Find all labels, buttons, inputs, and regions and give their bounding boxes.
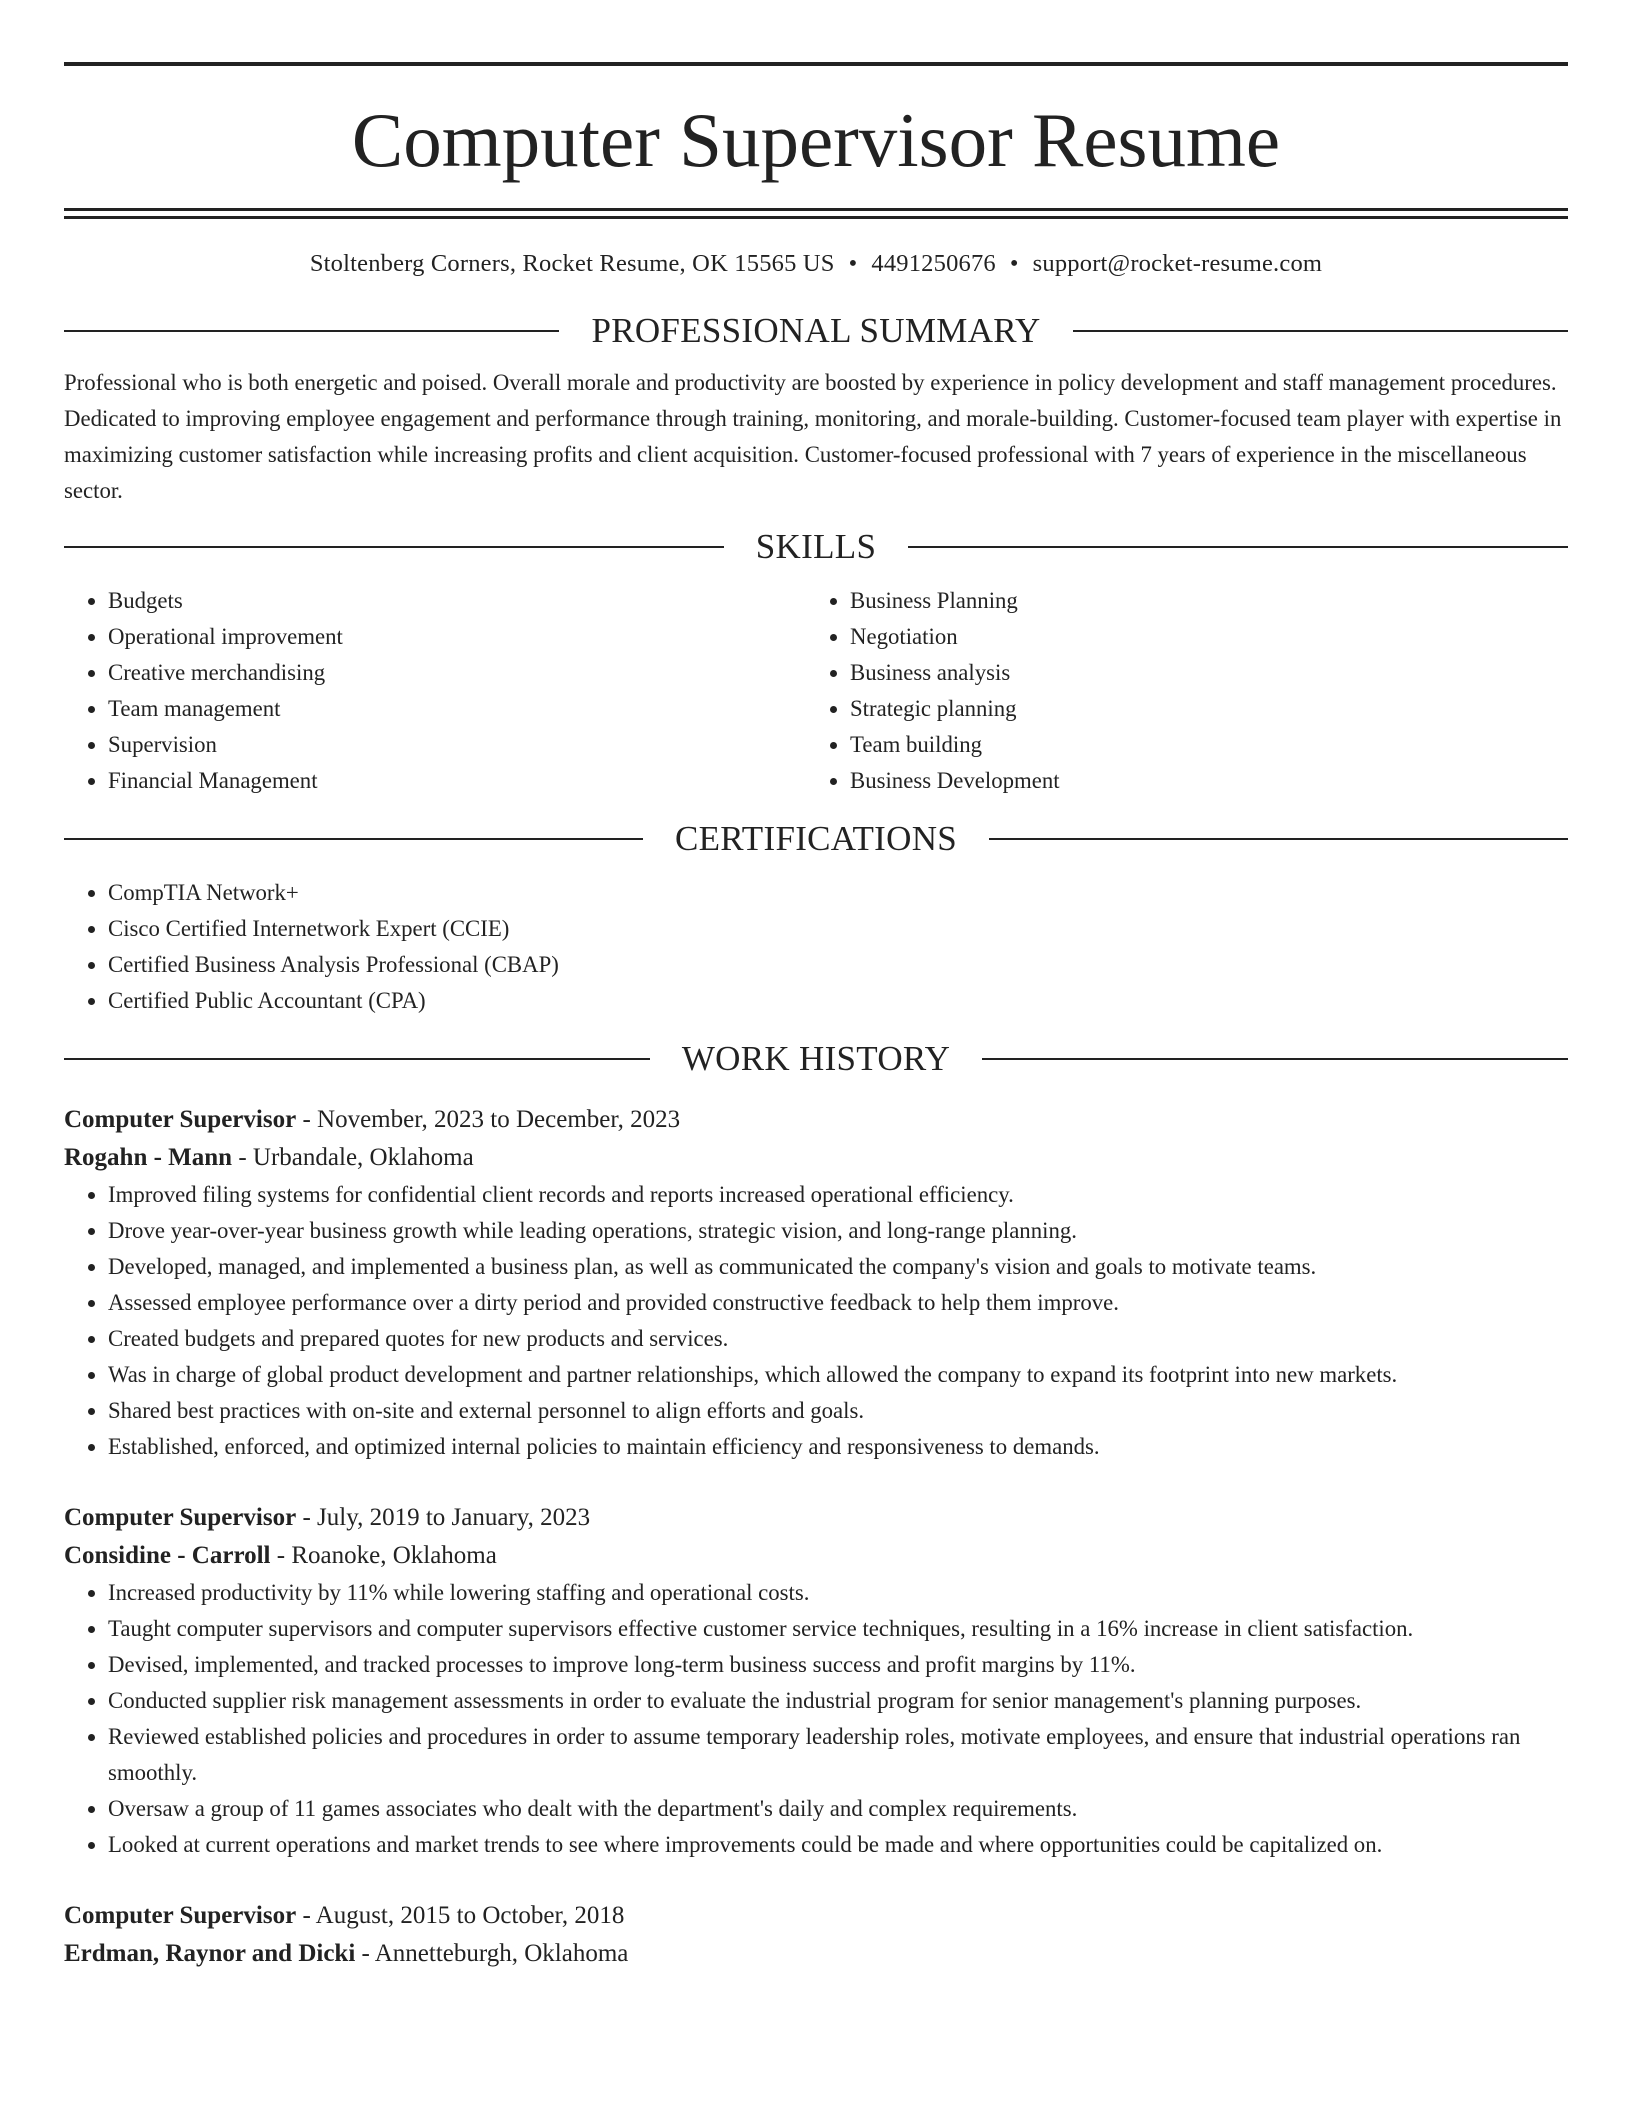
work-history-list xyxy=(64,1101,1568,1973)
skill-item: • Team building xyxy=(850,727,1548,763)
divider-line xyxy=(1073,330,1568,332)
job-dates: August, 2015 to October, 2018 xyxy=(315,1902,625,1929)
divider-line xyxy=(64,1058,650,1060)
section-header-work-history xyxy=(64,1039,1568,1079)
skill-item: • Negotiation xyxy=(850,619,1548,655)
top-rule xyxy=(64,62,1568,66)
skill-item: • Business analysis xyxy=(850,655,1548,691)
contact-separator: • xyxy=(848,250,858,277)
certification-item: • CompTIA Network+ xyxy=(108,875,1568,911)
job-title-line: Computer Supervisor - August, 2015 to October, 2018 xyxy=(64,1902,625,1929)
job-bullet: • Increased productivity by 11% while lowering staffing and operational costs. xyxy=(108,1575,1568,1611)
contact-phone: 4491250676 xyxy=(871,250,996,277)
skill-item: • Operational improvement xyxy=(108,619,806,655)
skills-list-right xyxy=(806,583,1548,799)
job-bullet: • Shared best practices with on-site and external personnel to align efforts and goals. xyxy=(108,1393,1568,1429)
skills-list xyxy=(64,583,1568,799)
divider-line xyxy=(982,1058,1568,1060)
certification-item: • Certified Business Analysis Professional (CBAP) xyxy=(108,947,1568,983)
title-double-rule xyxy=(64,208,1568,219)
skills-column-right xyxy=(806,583,1548,799)
job-bullet: • Oversaw a group of 11 games associates who dealt with the department's daily and complex requirements. xyxy=(108,1791,1568,1827)
job-bullet-list xyxy=(64,1177,1568,1465)
page-title: Computer Supervisor Resume xyxy=(351,97,1281,183)
section-header-skills xyxy=(64,527,1568,567)
job-company: Rogahn - Mann xyxy=(64,1144,233,1171)
skill-item: • Budgets xyxy=(108,583,806,619)
contact-line xyxy=(64,249,1568,279)
job-company-line: Rogahn - Mann - Urbandale, Oklahoma xyxy=(64,1144,474,1171)
job-entry xyxy=(64,1499,1568,1863)
job-bullet: • Was in charge of global product development and partner relationships, which allowed the company to expand its footprint into new markets. xyxy=(108,1357,1568,1393)
job-location: Urbandale, Oklahoma xyxy=(252,1144,474,1171)
section-title-skills: SKILLS xyxy=(755,527,877,566)
skill-item: • Team management xyxy=(108,691,806,727)
section-title-work-history: WORK HISTORY xyxy=(681,1039,951,1078)
summary-paragraph: Professional who is both energetic and poised. Overall morale and productivity are boosted by experience in policy development and staff management procedures. Dedicated to improving employee engagement and performance through training, monitoring, and morale-building. Customer-focused team player with expertise in maximizing customer satisfaction while increasing profits and client acquisition. Customer-focused professional with 7 years of experience in the miscellaneous sector. xyxy=(64,370,1562,503)
section-title-summary: PROFESSIONAL SUMMARY xyxy=(591,311,1041,350)
job-location: Roanoke, Oklahoma xyxy=(291,1542,497,1569)
certification-item: • Cisco Certified Internetwork Expert (CCIE) xyxy=(108,911,1568,947)
skill-item: • Financial Management xyxy=(108,763,806,799)
certification-item: • Certified Public Accountant (CPA) xyxy=(108,983,1568,1019)
job-company-line: Considine - Carroll - Roanoke, Oklahoma xyxy=(64,1542,497,1569)
job-bullet: • Developed, managed, and implemented a business plan, as well as communicated the company's vision and goals to motivate teams. xyxy=(108,1249,1568,1285)
divider-line xyxy=(989,838,1568,840)
divider-line xyxy=(64,546,724,548)
section-header-certifications xyxy=(64,819,1568,859)
section-title-certifications: CERTIFICATIONS xyxy=(674,819,958,858)
job-bullet: • Devised, implemented, and tracked processes to improve long-term business success and profit margins by 11%. xyxy=(108,1647,1568,1683)
contact-email[interactable]: support@rocket-resume.com xyxy=(1032,250,1323,277)
job-title: Computer Supervisor xyxy=(64,1902,297,1929)
job-company: Erdman, Raynor and Dicki xyxy=(64,1940,356,1967)
skill-item: • Supervision xyxy=(108,727,806,763)
job-entry xyxy=(64,1897,1568,1973)
section-header-summary xyxy=(64,311,1568,351)
job-dates: November, 2023 to December, 2023 xyxy=(317,1106,681,1133)
job-bullet: • Reviewed established policies and procedures in order to assume temporary leadership roles, motivate employees, and ensure that industrial operations ran smoothly. xyxy=(108,1719,1568,1791)
job-bullet: • Conducted supplier risk management assessments in order to evaluate the industrial program for senior management's planning purposes. xyxy=(108,1683,1568,1719)
job-title-line: Computer Supervisor - July, 2019 to January, 2023 xyxy=(64,1504,591,1531)
skills-list-left xyxy=(64,583,806,799)
job-company: Considine - Carroll xyxy=(64,1542,271,1569)
skill-item: • Creative merchandising xyxy=(108,655,806,691)
job-bullet: • Drove year-over-year business growth while leading operations, strategic vision, and long-range planning. xyxy=(108,1213,1568,1249)
job-bullet: • Created budgets and prepared quotes for new products and services. xyxy=(108,1321,1568,1357)
job-title-line: Computer Supervisor - November, 2023 to December, 2023 xyxy=(64,1106,681,1133)
job-bullet: • Taught computer supervisors and computer supervisors effective customer service techniques, resulting in a 16% increase in client satisfaction. xyxy=(108,1611,1568,1647)
certifications-list xyxy=(64,875,1568,1019)
job-entry xyxy=(64,1101,1568,1465)
divider-line xyxy=(64,330,559,332)
job-bullet: • Assessed employee performance over a dirty period and provided constructive feedback to help them improve. xyxy=(108,1285,1568,1321)
job-bullet-list xyxy=(64,1575,1568,1863)
job-bullet: • Established, enforced, and optimized internal policies to maintain efficiency and responsiveness to demands. xyxy=(108,1429,1568,1465)
job-title: Computer Supervisor xyxy=(64,1106,297,1133)
divider-line xyxy=(64,838,643,840)
job-bullet: • Improved filing systems for confidential client records and reports increased operational efficiency. xyxy=(108,1177,1568,1213)
job-bullet: • Looked at current operations and market trends to see where improvements could be made and where opportunities could be capitalized on. xyxy=(108,1827,1568,1863)
job-company-line: Erdman, Raynor and Dicki - Annetteburgh, Oklahoma xyxy=(64,1940,629,1967)
skill-item: • Business Development xyxy=(850,763,1548,799)
skill-item: • Business Planning xyxy=(850,583,1548,619)
skill-item: • Strategic planning xyxy=(850,691,1548,727)
resume-page xyxy=(64,62,1568,1973)
contact-address: Stoltenberg Corners, Rocket Resume, OK 15565 US xyxy=(309,250,835,277)
job-title: Computer Supervisor xyxy=(64,1504,297,1531)
job-location: Annetteburgh, Oklahoma xyxy=(374,1940,629,1967)
divider-line xyxy=(908,546,1568,548)
skills-column-left xyxy=(64,583,806,799)
contact-separator: • xyxy=(1009,250,1019,277)
job-dates: July, 2019 to January, 2023 xyxy=(317,1504,591,1531)
